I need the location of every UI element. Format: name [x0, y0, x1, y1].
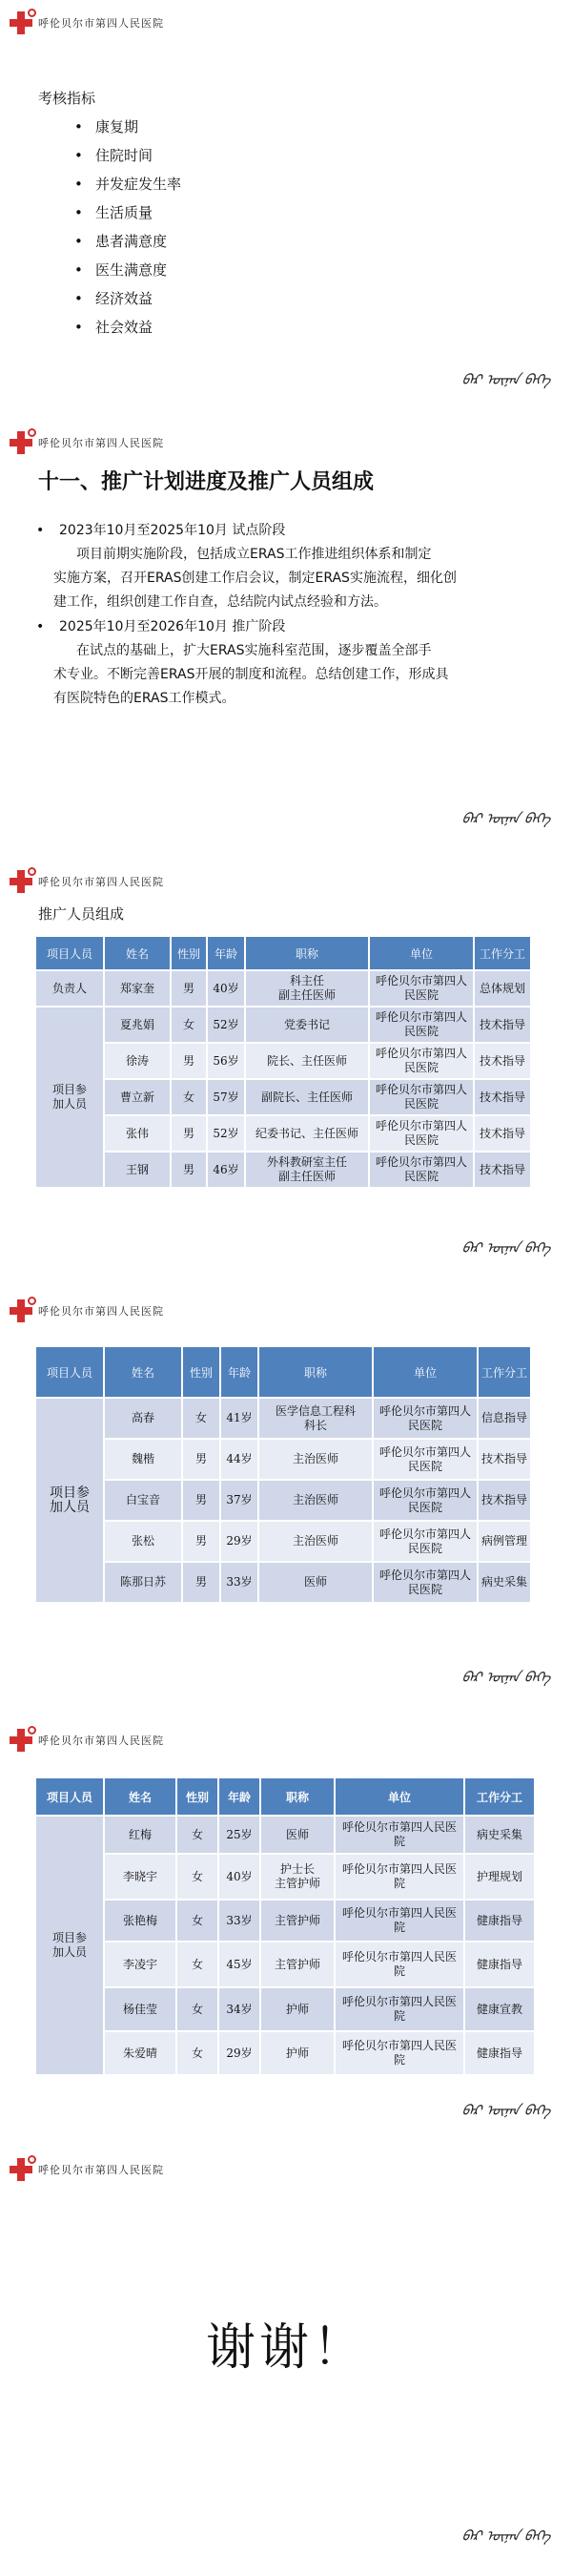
header-cell: 工作分工: [478, 1346, 531, 1398]
kpi-item: • 康复期: [74, 113, 181, 141]
header-cell: 性别: [176, 1777, 218, 1816]
duty-cell: 技术指导: [474, 1007, 531, 1043]
name-cell: 张伟: [104, 1115, 171, 1152]
hospital-name: 呼伦贝尔市第四人民医院: [38, 1735, 164, 1747]
title-cell: 主管护师: [260, 1900, 335, 1942]
header-cell: 项目人员: [35, 1777, 104, 1816]
red-cross-logo-icon: [10, 431, 32, 454]
name-cell: 李晓宇: [104, 1854, 176, 1900]
title-cell: 医师: [260, 1816, 335, 1854]
sex-cell: 男: [182, 1521, 220, 1562]
team-table: [34, 1776, 536, 2076]
name-cell: 陈那日苏: [104, 1562, 182, 1603]
hospital-name: 呼伦贝尔市第四人民医院: [38, 2164, 164, 2176]
hospital-name: 呼伦贝尔市第四人民医院: [38, 876, 164, 888]
header-cell: 年龄: [218, 1777, 260, 1816]
age-cell: 46岁: [207, 1152, 245, 1188]
unit-cell: 呼伦贝尔市第四人民医院: [335, 1942, 464, 1987]
header-cell: 项目人员: [35, 1346, 104, 1398]
unit-cell: 呼伦贝尔市第四人民医院: [369, 1007, 474, 1043]
age-cell: 40岁: [207, 970, 245, 1007]
sex-cell: 女: [176, 1942, 218, 1987]
table-row: [35, 1942, 535, 1987]
unit-cell: 呼伦贝尔市第四人民医院: [369, 1043, 474, 1079]
age-cell: 44岁: [220, 1439, 258, 1480]
duty-cell: 护理规划: [464, 1854, 535, 1900]
table-title: 推广人员组成: [38, 905, 125, 923]
duty-cell: 病史采集: [478, 1562, 531, 1603]
kpi-list: [74, 113, 181, 342]
header-cell: 单位: [369, 936, 474, 970]
sex-cell: 女: [171, 1007, 207, 1043]
header-cell: 职称: [245, 936, 369, 970]
duty-cell: 技术指导: [474, 1152, 531, 1188]
phase2-text: 术专业。不断完善ERAS开展的制度和流程。总结创建工作，形成具: [53, 667, 449, 682]
name-cell: 魏楷: [104, 1439, 182, 1480]
table-row: [35, 1439, 531, 1480]
age-cell: 33岁: [220, 1562, 258, 1603]
team-table: [34, 1345, 532, 1604]
header-cell: 性别: [182, 1346, 220, 1398]
table-row: [35, 1007, 531, 1043]
footer-script: ᠪᠠᠷ ᠦᠨᠡᠨ ᠪᠡᠭᠡ: [460, 810, 552, 827]
name-cell: 徐涛: [104, 1043, 171, 1079]
unit-cell: 呼伦贝尔市第四人民医院: [369, 1079, 474, 1115]
duty-cell: 健康指导: [464, 2031, 535, 2075]
title-cell: 医学信息工程科 科长: [258, 1398, 373, 1439]
phase2-text: 在试点的基础上，扩大ERAS实施科室范围，逐步覆盖全部手: [76, 643, 432, 658]
table-row: [35, 1480, 531, 1521]
hospital-header: [10, 870, 164, 893]
title-cell: 纪委书记、主任医师: [245, 1115, 369, 1152]
header-cell: 姓名: [104, 1346, 182, 1398]
age-cell: 29岁: [220, 1521, 258, 1562]
phase1-text: 建工作，组织创建工作自查，总结院内试点经验和方法。: [53, 594, 387, 610]
header-cell: 职称: [258, 1346, 373, 1398]
name-cell: 王钢: [104, 1152, 171, 1188]
age-cell: 33岁: [218, 1900, 260, 1942]
slide-schedule: [0, 420, 572, 859]
footer-script: ᠪᠠᠷ ᠦᠨᠡᠨ ᠪᠡᠭᠡ: [460, 1669, 552, 1686]
age-cell: 37岁: [220, 1480, 258, 1521]
title-cell: 党委书记: [245, 1007, 369, 1043]
table-row: [35, 970, 531, 1007]
title-cell: 护师: [260, 2031, 335, 2075]
slide-kpi: [0, 0, 572, 420]
name-cell: 杨佳莹: [104, 1987, 176, 2031]
name-cell: 张松: [104, 1521, 182, 1562]
sex-cell: 女: [176, 1816, 218, 1854]
unit-cell: 呼伦贝尔市第四人民医院: [373, 1480, 478, 1521]
header-cell: 项目人员: [35, 936, 104, 970]
footer-script: ᠪᠠᠷ ᠦᠨᠡᠨ ᠪᠡᠭᠡ: [460, 2102, 552, 2119]
sex-cell: 女: [176, 1854, 218, 1900]
table-row: [35, 1900, 535, 1942]
age-cell: 34岁: [218, 1987, 260, 2031]
header-cell: 年龄: [207, 936, 245, 970]
unit-cell: 呼伦贝尔市第四人民医院: [335, 1854, 464, 1900]
age-cell: 45岁: [218, 1942, 260, 1987]
footer-script: ᠪᠠᠷ ᠦᠨᠡᠨ ᠪᠡᠭᠡ: [460, 2527, 552, 2545]
sex-cell: 男: [171, 1115, 207, 1152]
kpi-item: • 生活质量: [74, 198, 181, 227]
unit-cell: 呼伦贝尔市第四人民医院: [335, 1816, 464, 1854]
duty-cell: 技术指导: [474, 1115, 531, 1152]
name-cell: 张艳梅: [104, 1900, 176, 1942]
sex-cell: 女: [176, 1987, 218, 2031]
hospital-header: [10, 2158, 164, 2181]
age-cell: 29岁: [218, 2031, 260, 2075]
table-row: [35, 1115, 531, 1152]
title-cell: 主治医师: [258, 1439, 373, 1480]
title-cell: 院长、主任医师: [245, 1043, 369, 1079]
phase1-text: 实施方案，召开ERAS创建工作启会议，制定ERAS实施流程，细化创: [53, 571, 457, 586]
phase1-text: 项目前期实施阶段，包括成立ERAS工作推进组织体系和制定: [76, 547, 432, 562]
name-cell: 白宝音: [104, 1480, 182, 1521]
title-cell: 副院长、主任医师: [245, 1079, 369, 1115]
title-cell: 主治医师: [258, 1521, 373, 1562]
duty-cell: 健康指导: [464, 1900, 535, 1942]
sex-cell: 男: [182, 1480, 220, 1521]
group-cell: 项目参加人员: [35, 1816, 104, 2075]
thanks-text: 谢谢！: [205, 2319, 366, 2377]
hospital-header: [10, 1729, 164, 1752]
kpi-item: • 医生满意度: [74, 256, 181, 284]
kpi-item: • 患者满意度: [74, 227, 181, 256]
header-cell: 性别: [171, 936, 207, 970]
unit-cell: 呼伦贝尔市第四人民医院: [369, 1152, 474, 1188]
sex-cell: 女: [176, 1900, 218, 1942]
duty-cell: 技术指导: [474, 1079, 531, 1115]
team-table: [34, 935, 532, 1189]
sex-cell: 女: [182, 1398, 220, 1439]
sex-cell: 女: [171, 1079, 207, 1115]
hospital-header: [10, 431, 164, 454]
age-cell: 57岁: [207, 1079, 245, 1115]
name-cell: 李凌宇: [104, 1942, 176, 1987]
title-cell: 外科教研室主任 副主任医师: [245, 1152, 369, 1188]
header-cell: 年龄: [220, 1346, 258, 1398]
unit-cell: 呼伦贝尔市第四人民医院: [335, 1987, 464, 2031]
name-cell: 朱爱晴: [104, 2031, 176, 2075]
age-cell: 56岁: [207, 1043, 245, 1079]
red-cross-logo-icon: [10, 1299, 32, 1322]
name-cell: 红梅: [104, 1816, 176, 1854]
duty-cell: 健康指导: [464, 1942, 535, 1987]
name-cell: 曹立新: [104, 1079, 171, 1115]
name-cell: 夏兆娟: [104, 1007, 171, 1043]
header-cell: 工作分工: [474, 936, 531, 970]
title-cell: 主管护师: [260, 1942, 335, 1987]
table-row: [35, 1816, 535, 1854]
unit-cell: 呼伦贝尔市第四人民医院: [335, 1900, 464, 1942]
kpi-item: • 社会效益: [74, 313, 181, 342]
title-cell: 护士长 主管护师: [260, 1854, 335, 1900]
unit-cell: 呼伦贝尔市第四人民医院: [373, 1398, 478, 1439]
kpi-item: • 住院时间: [74, 141, 181, 170]
hospital-name: 呼伦贝尔市第四人民医院: [38, 17, 164, 30]
duty-cell: 病例管理: [478, 1521, 531, 1562]
footer-script: ᠪᠠᠷ ᠦᠨᠡᠨ ᠪᠡᠭᠡ: [460, 1239, 552, 1257]
red-cross-logo-icon: [10, 2158, 32, 2181]
phase2-text: 有医院特色的ERAS工作模式。: [53, 691, 235, 706]
unit-cell: 呼伦贝尔市第四人民医院: [335, 2031, 464, 2075]
duty-cell: 技术指导: [478, 1439, 531, 1480]
header-cell: 姓名: [104, 1777, 176, 1816]
header-cell: 姓名: [104, 936, 171, 970]
duty-cell: 病史采集: [464, 1816, 535, 1854]
hospital-name: 呼伦贝尔市第四人民医院: [38, 437, 164, 449]
sex-cell: 女: [176, 2031, 218, 2075]
sex-cell: 男: [182, 1562, 220, 1603]
red-cross-logo-icon: [10, 870, 32, 893]
kpi-item: • 经济效益: [74, 284, 181, 313]
age-cell: 41岁: [220, 1398, 258, 1439]
table-row: [35, 2031, 535, 2075]
role-cell: 负责人: [35, 970, 104, 1007]
table-row: [35, 1079, 531, 1115]
header-cell: 职称: [260, 1777, 335, 1816]
kpi-heading: 考核指标: [38, 90, 96, 107]
duty-cell: 信息指导: [478, 1398, 531, 1439]
table-row: [35, 1854, 535, 1900]
age-cell: 52岁: [207, 1007, 245, 1043]
duty-cell: 总体规划: [474, 970, 531, 1007]
group-cell: 项目参加人员: [35, 1007, 104, 1188]
duty-cell: 技术指导: [474, 1043, 531, 1079]
table-row: [35, 1152, 531, 1188]
title-cell: 护师: [260, 1987, 335, 2031]
sex-cell: 男: [182, 1439, 220, 1480]
sex-cell: 男: [171, 1043, 207, 1079]
unit-cell: 呼伦贝尔市第四人民医院: [369, 1115, 474, 1152]
table-row: [35, 1562, 531, 1603]
sex-cell: 男: [171, 970, 207, 1007]
unit-cell: 呼伦贝尔市第四人民医院: [373, 1521, 478, 1562]
red-cross-logo-icon: [10, 1729, 32, 1752]
kpi-item: • 并发症发生率: [74, 170, 181, 198]
red-cross-logo-icon: [10, 11, 32, 34]
age-cell: 52岁: [207, 1115, 245, 1152]
title-cell: 医师: [258, 1562, 373, 1603]
unit-cell: 呼伦贝尔市第四人民医院: [369, 970, 474, 1007]
unit-cell: 呼伦贝尔市第四人民医院: [373, 1562, 478, 1603]
name-cell: 高春: [104, 1398, 182, 1439]
footer-script: ᠪᠠᠷ ᠦᠨᠡᠨ ᠪᠡᠭᠡ: [460, 371, 552, 388]
duty-cell: 健康宣教: [464, 1987, 535, 2031]
title-cell: 科主任 副主任医师: [245, 970, 369, 1007]
header-cell: 工作分工: [464, 1777, 535, 1816]
slide-title: 十一、推广计划进度及推广人员组成: [38, 470, 375, 494]
duty-cell: 技术指导: [478, 1480, 531, 1521]
slide-thanks: [0, 2147, 572, 2576]
table-row: [35, 1987, 535, 2031]
header-cell: 单位: [335, 1777, 464, 1816]
hospital-header: [10, 11, 164, 34]
name-cell: 郑家奎: [104, 970, 171, 1007]
age-cell: 40岁: [218, 1854, 260, 1900]
sex-cell: 男: [171, 1152, 207, 1188]
slide-team-2: [0, 1288, 572, 1717]
phase1-label: • 2023年10月至2025年10月 试点阶段: [59, 519, 285, 543]
header-cell: 单位: [373, 1346, 478, 1398]
title-cell: 主治医师: [258, 1480, 373, 1521]
age-cell: 25岁: [218, 1816, 260, 1854]
hospital-name: 呼伦贝尔市第四人民医院: [38, 1305, 164, 1318]
hospital-header: [10, 1299, 164, 1322]
group-cell: 项目参加人员: [35, 1398, 104, 1603]
table-row: [35, 1521, 531, 1562]
table-row: [35, 1398, 531, 1439]
table-row: [35, 1043, 531, 1079]
slide-team-3: [0, 1717, 572, 2147]
phase2-label: • 2025年10月至2026年10月 推广阶段: [59, 615, 285, 639]
slide-team-1: [0, 859, 572, 1288]
unit-cell: 呼伦贝尔市第四人民医院: [373, 1439, 478, 1480]
